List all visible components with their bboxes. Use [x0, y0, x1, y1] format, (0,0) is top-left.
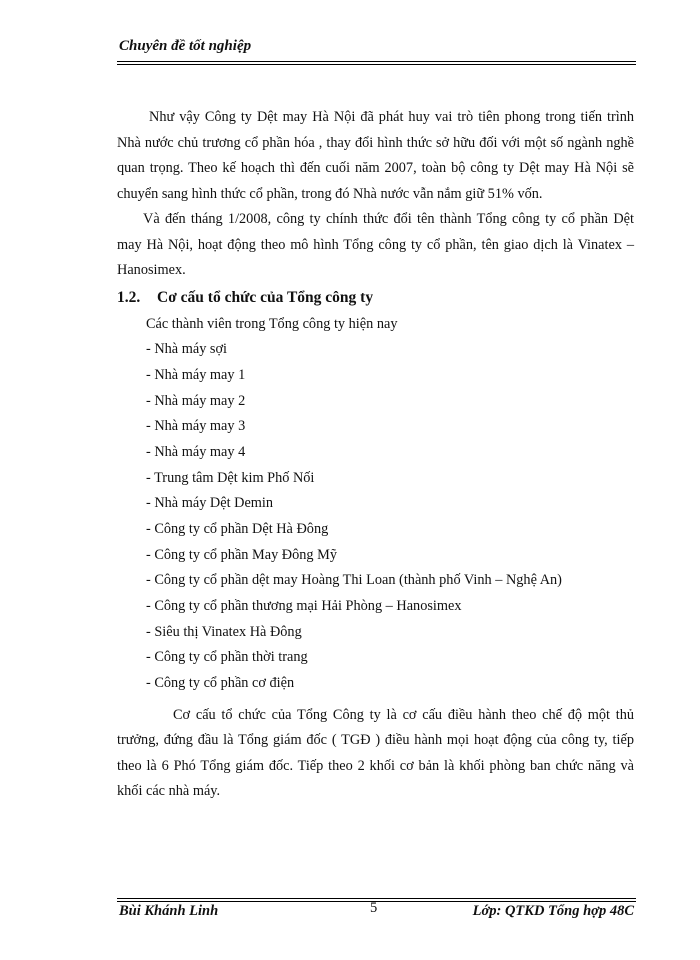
footer-class-info: Lớp: QTKD Tổng hợp 48C [472, 903, 634, 919]
header-divider-secondary [117, 64, 636, 65]
list-item: - Công ty cổ phần May Đông Mỹ [146, 546, 338, 563]
list-item: - Công ty cổ phần cơ điện [146, 675, 295, 692]
section-number: 1.2. [117, 288, 141, 306]
header-divider [117, 61, 636, 62]
list-item: - Công ty cổ phần dệt may Hoàng Thi Loan (thành phố Vinh – Nghệ An) [146, 572, 562, 589]
list-item: - Nhà máy may 4 [146, 443, 246, 460]
members-list [146, 337, 634, 697]
list-item: - Nhà máy may 2 [146, 392, 246, 409]
section-heading [117, 284, 634, 312]
list-item: - Công ty cổ phần thời trang [146, 649, 308, 666]
document-header-title: Chuyên đề tốt nghiệp [119, 38, 252, 54]
list-item: - Nhà máy may 1 [146, 366, 246, 383]
list-item: - Siêu thị Vinatex Hà Đông [146, 623, 302, 640]
section-title: Cơ cấu tổ chức của Tổng công ty [157, 288, 374, 306]
list-item: - Nhà máy Dệt Demin [146, 495, 274, 512]
paragraph-1: Như vậy Công ty Dệt may Hà Nội đã phát huy vai trò tiên phong trong tiến trình Nhà nước chủ trương cổ phần hóa , thay đổi hình thức sở hữu đối với một số ngành nghề quan trọng. Theo kế hoạch thì đến cuối năm 2007, toàn bộ công ty Dệt may Hà Nội sẽ chuyển sang hình thức cổ phần, trong đó Nhà nước vẫn nắm giữ 51% vốn. [117, 109, 634, 202]
paragraph-3: Cơ cấu tổ chức của Tổng Công ty là cơ cấu điều hành theo chế độ một thủ trưởng, đứng đầu là Tổng giám đốc ( TGĐ ) điều hành mọi hoạt động của công ty, tiếp theo là 6 Phó Tổng giám đốc. Tiếp theo 2 khối cơ bản là khối phòng ban chức năng và khối các nhà máy. [117, 706, 634, 800]
page-number: 5 [370, 900, 378, 916]
list-item: - Công ty cổ phần thương mại Hải Phòng – Hanosimex [146, 598, 462, 615]
document-body [117, 105, 634, 805]
list-item: - Trung tâm Dệt kim Phố Nối [146, 469, 315, 486]
members-intro: Các thành viên trong Tổng công ty hiện nay [146, 315, 398, 332]
members-block [117, 312, 634, 697]
footer-author: Bùi Khánh Linh [119, 903, 219, 919]
footer-divider [117, 898, 636, 899]
paragraph-2: Và đến tháng 1/2008, công ty chính thức đổi tên thành Tổng công ty cổ phần Dệt may Hà Nội, hoạt động theo mô hình Tổng công ty cổ phần, tên giao dịch là Vinatex – Hanosimex. [117, 211, 634, 278]
list-item: - Nhà máy sợi [146, 341, 228, 358]
list-item: - Nhà máy may 3 [146, 418, 246, 435]
list-item: - Công ty cổ phần Dệt Hà Đông [146, 521, 329, 537]
